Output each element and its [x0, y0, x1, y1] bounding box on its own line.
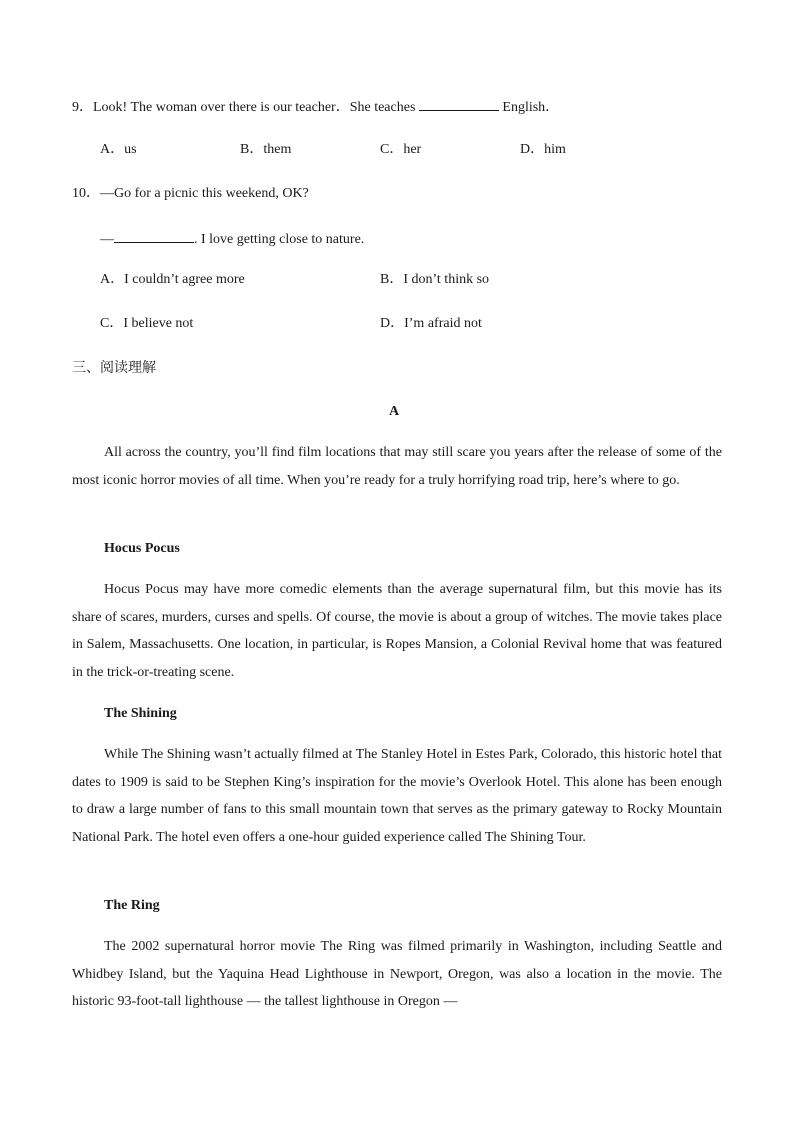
question-9-stem — [72, 96, 559, 118]
question-9-option-c: C．her — [380, 142, 422, 157]
question-9-option-b: B．them — [240, 142, 292, 157]
question-9-text: 9．Look! The woman over there is our teacher．She teaches — [72, 100, 416, 115]
question-10-reply — [100, 228, 364, 250]
question-10-option-d: D．I’m afraid not — [380, 316, 482, 331]
question-10-option-c: C．I believe not — [100, 316, 194, 331]
question-10-dash: — — [100, 232, 114, 247]
question-9-option-a: A．us — [100, 142, 137, 157]
question-10-stem: 10．—Go for a picnic this weekend, OK? — [72, 186, 309, 201]
question-10-option-a: A．I couldn’t agree more — [100, 272, 245, 287]
part-text-the-ring: The 2002 supernatural horror movie The Ring was filmed primarily in Washington, including Seattle and Whidbey Island, but the Yaquina Head Lighthouse in Newport, Oregon, was also a location in the movie. The historic 93-foot-tall lighthouse — the tallest lighthouse in Oregon — — [72, 939, 722, 1010]
question-9-blank — [419, 96, 499, 111]
part-text-hocus-pocus: Hocus Pocus may have more comedic elements than the average supernatural film, but this movie has its share of scares, murders, curses and spells. Of course, the movie is about a group of witches. The movie takes place in Salem, Massachusetts. One location, in particular, is Ropes Mansion, a Colonial Revival home that was featured in the trick-or-treating scene. — [72, 582, 722, 681]
passage-label: A — [389, 404, 400, 419]
question-9-text-after: English． — [502, 100, 560, 115]
part-text-the-shining: While The Shining wasn’t actually filmed at The Stanley Hotel in Estes Park, Colorado, this historic hotel that dates to 1909 is said to be Stephen King’s inspiration for the movie’s Overlook Hotel. This alone has been enough to draw a large number of fans to this small mountain town that serves as the primary gateway to Rocky Mountain National Park. The hotel even offers a one-hour guided experience called The Shining Tour. — [72, 747, 722, 846]
section-heading: 三、阅读理解 — [72, 360, 156, 376]
question-10-blank — [114, 228, 194, 243]
question-10-option-b: B．I don’t think so — [380, 272, 490, 287]
part-title-the-ring: The Ring — [104, 898, 160, 913]
question-9-option-d: D．him — [520, 142, 566, 157]
part-title-hocus-pocus: Hocus Pocus — [104, 541, 180, 556]
passage-intro: All across the country, you’ll find film locations that may still scare you years after the release of some of the most iconic horror movies of all time. When you’re ready for a truly horrifying road trip, here’s where to go. — [72, 445, 722, 488]
part-title-the-shining: The Shining — [104, 706, 177, 721]
question-10-reply-text: . I love getting close to nature. — [194, 232, 365, 247]
